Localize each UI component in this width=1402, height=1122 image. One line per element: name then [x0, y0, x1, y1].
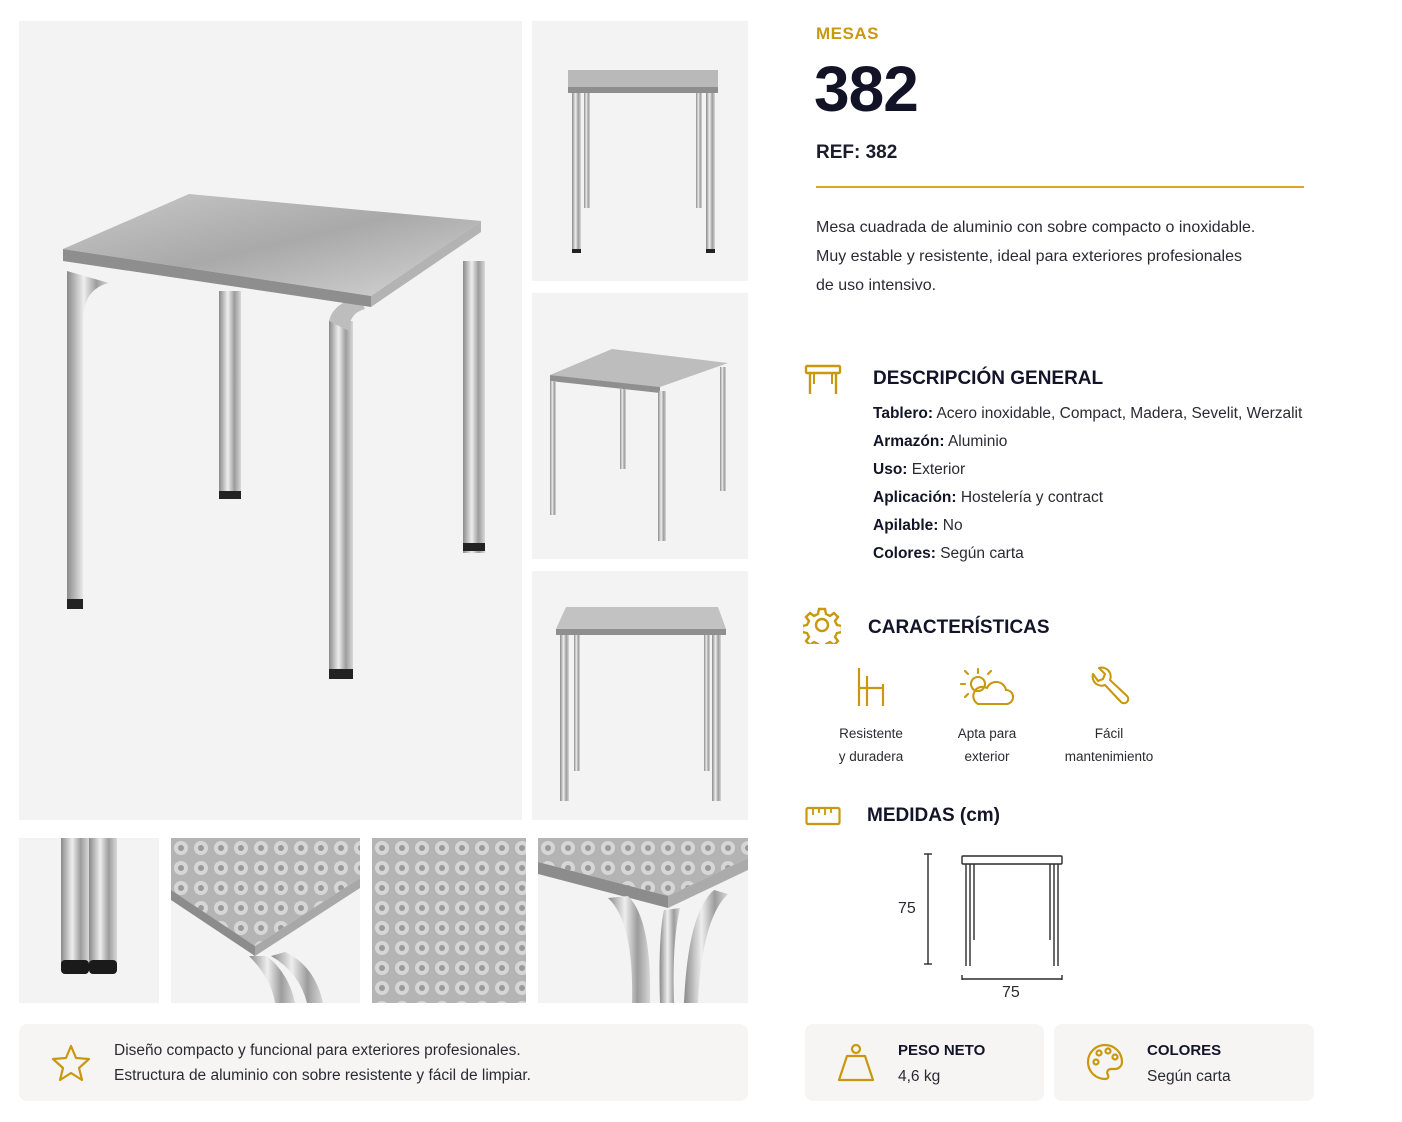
wrench-icon [1087, 666, 1131, 708]
spec-value: Acero inoxidable, Compact, Madera, Sevelit, Werzalit [936, 405, 1303, 422]
product-category: MESAS [816, 24, 879, 43]
description-line: de uso intensivo. [816, 277, 937, 294]
description-line: Muy estable y resistente, ideal para exteriores profesionales [816, 248, 1242, 265]
feature-line-1: Fácil [1094, 726, 1124, 741]
colors-value: Según carta [1147, 1068, 1231, 1085]
star-icon [51, 1043, 91, 1083]
product-ref: REF: 382 [816, 142, 898, 163]
spec-value: Aluminio [947, 433, 1008, 450]
spec-label: Apilable: [873, 517, 939, 534]
ruler-icon [805, 806, 841, 826]
detail-corner[interactable] [171, 838, 360, 1003]
detail-legs[interactable] [19, 838, 159, 1003]
table-photo-angle [532, 293, 748, 559]
feature-line-1: Resistente [839, 726, 903, 741]
feature-maintenance [1044, 660, 1174, 768]
spec-row [873, 540, 1302, 568]
spec-value: Según carta [940, 545, 1024, 562]
table-photo-front [532, 21, 748, 281]
spec-label: Armazón: [873, 433, 945, 450]
thumbnail-angle[interactable] [532, 293, 748, 559]
weight-value: 4,6 kg [898, 1068, 941, 1085]
width-value: 75 [1002, 984, 1020, 1001]
spec-value: Exterior [911, 461, 966, 478]
surface-detail-photo [372, 838, 526, 1003]
sun-cloud-icon [960, 666, 1014, 708]
feature-line-1: Apta para [957, 726, 1017, 741]
spec-row [873, 400, 1302, 428]
gear-icon [803, 606, 841, 644]
palette-icon [1085, 1042, 1125, 1082]
dimension-drawing [920, 850, 1070, 980]
general-title: DESCRIPCIÓN GENERAL [873, 368, 1104, 389]
spec-label: Uso: [873, 461, 908, 478]
table-photo-main [19, 21, 522, 820]
thumbnail-front[interactable] [532, 21, 748, 281]
spec-label: Colores: [873, 545, 936, 562]
spec-label: Aplicación: [873, 489, 957, 506]
features-title: CARACTERÍSTICAS [868, 617, 1050, 638]
thumbnail-side[interactable] [532, 571, 748, 820]
height-value: 75 [898, 900, 916, 917]
detail-surface[interactable] [372, 838, 526, 1003]
spec-row [873, 428, 1302, 456]
feature-line-2: exterior [964, 749, 1010, 764]
highlight-card [19, 1024, 748, 1101]
feature-line-2: mantenimiento [1064, 749, 1154, 764]
weight-icon [837, 1042, 875, 1082]
product-description [816, 213, 1316, 300]
spec-row [873, 512, 1302, 540]
spec-value: No [942, 517, 963, 534]
colors-card [1054, 1024, 1314, 1101]
spec-label: Tablero: [873, 405, 933, 422]
highlight-text [114, 1038, 531, 1088]
chair-icon [854, 666, 888, 708]
colors-label: COLORES [1147, 1042, 1222, 1059]
corner-detail-photo [171, 838, 360, 1003]
description-line: Mesa cuadrada de aluminio con sobre compacto o inoxidable. [816, 219, 1256, 236]
spec-value: Hostelería y contract [960, 489, 1104, 506]
measures-title: MEDIDAS (cm) [867, 805, 1001, 826]
highlight-line-2: Estructura de aluminio con sobre resistente y fácil de limpiar. [114, 1067, 531, 1084]
spec-row [873, 456, 1302, 484]
leg-detail-photo [19, 838, 159, 1003]
feature-line-2: y duradera [838, 749, 904, 764]
product-title: 382 [814, 53, 918, 125]
weight-card [805, 1024, 1044, 1101]
table-icon [804, 362, 842, 396]
spec-row [873, 484, 1302, 512]
frame-detail-photo [538, 838, 748, 1003]
table-photo-side [532, 571, 748, 820]
detail-frame[interactable] [538, 838, 748, 1003]
weight-label: PESO NETO [898, 1042, 986, 1059]
gold-divider [816, 186, 1304, 188]
spec-list [873, 400, 1302, 568]
main-product-image[interactable] [19, 21, 522, 820]
feature-outdoor [922, 660, 1052, 768]
highlight-line-1: Diseño compacto y funcional para exteriores profesionales. [114, 1042, 521, 1059]
feature-resistant [806, 660, 936, 768]
